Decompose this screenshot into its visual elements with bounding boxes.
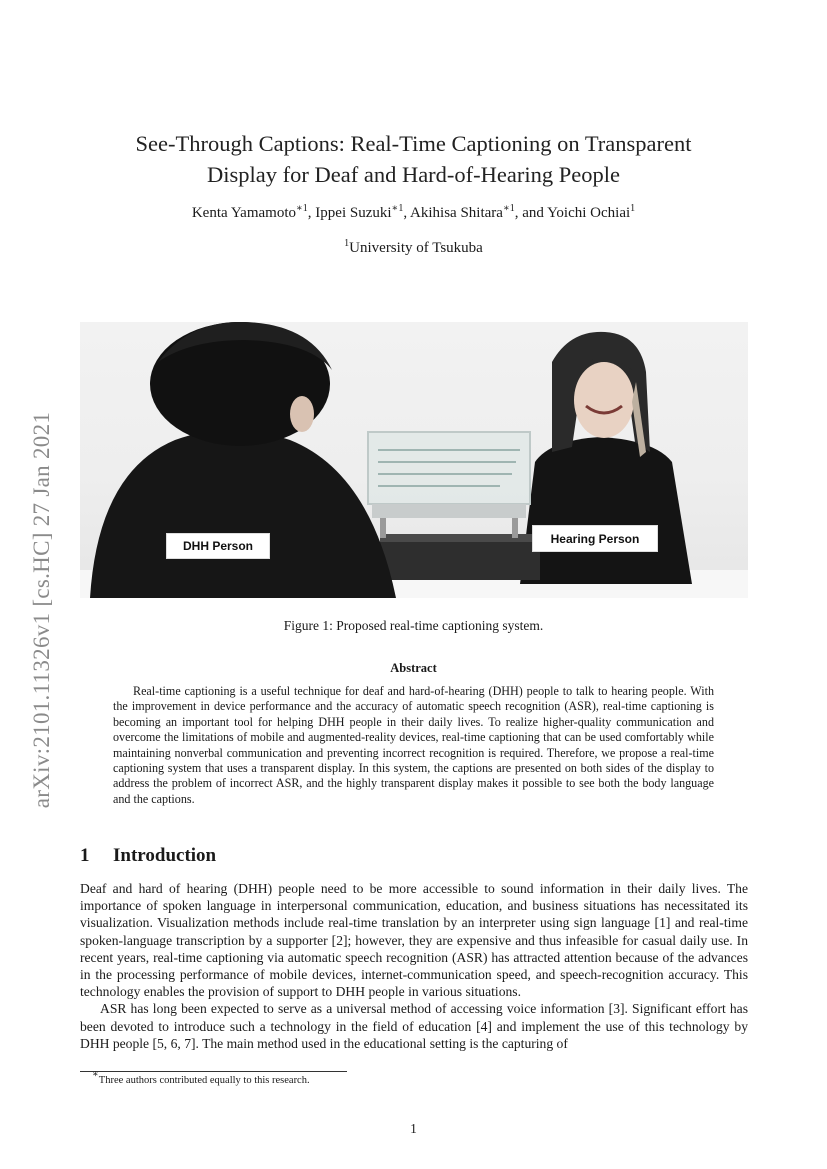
affiliation-marker: 1	[344, 238, 350, 249]
abstract-heading: Abstract	[390, 661, 437, 675]
footnote-text: Three authors contributed equally to this research.	[98, 1075, 310, 1086]
affiliation-name: University of Tsukuba	[349, 240, 483, 256]
footnote	[92, 1069, 310, 1086]
section-heading	[80, 845, 216, 867]
author-list	[80, 205, 747, 222]
display-leg-left	[380, 518, 386, 538]
footnote-rule	[80, 1071, 347, 1072]
title-line-1: See-Through Captions: Real-Time Captioning on Transparent	[135, 131, 692, 156]
author-name: Akihisa Shitara	[410, 205, 503, 221]
arxiv-identifier: arXiv:2101.11326v1 [cs.HC] 27 Jan 2021	[29, 411, 54, 809]
abstract-body: Real-time captioning is a useful technique for deaf and hard-of-hearing (DHH) people to talk to hearing people. With the improvement in device performance and the accuracy of automatic speech recognition (ASR), real-time captioning is becoming an important tool for helping DHH people in their daily lives. To realize higher-quality communication and overcome the limitations of mobile and augmented-reality devices, real-time captioning that can be used comfortably while maintaining nonverbal communication and preventing incorrect recognition is required. Therefore, we propose a real-time captioning system that uses a transparent display. In this system, the captions are presented on both sides of the display to address the problem of incorrect ASR, and the highly transparent display makes it possible to see both the body language and the captions.	[113, 684, 714, 806]
section-body	[80, 880, 748, 1052]
page-number: 1	[410, 1121, 417, 1136]
author-separator: ,	[403, 205, 411, 221]
hearing-person-body	[520, 437, 692, 584]
paragraph-2: ASR has long been expected to serve as a universal method of accessing voice information [3]. Significant effort has been devoted to introduce such a technology in the field of education [4] and implement the use of this technology by DHH people [5, 6, 7]. The main method used in the educational setting is the capturing of	[80, 1001, 748, 1051]
section-title: Introduction	[113, 845, 217, 866]
dhh-person-body	[90, 430, 396, 598]
dhh-person-label: DHH Person	[166, 533, 270, 559]
author-separator: , and	[514, 205, 548, 221]
display-base	[380, 540, 540, 580]
display-leg-right	[512, 518, 518, 538]
author-name: Yoichi Ochiai	[547, 205, 631, 221]
figure-caption: Figure 1: Proposed real-time captioning system.	[283, 618, 544, 633]
hearing-person-label: Hearing Person	[532, 525, 658, 552]
author-separator: ,	[307, 205, 316, 221]
hearing-person-face	[574, 362, 634, 438]
title-line-2: Display for Deaf and Hard-of-Hearing People	[207, 162, 620, 187]
author-marker: ∗1	[296, 203, 308, 214]
affiliation	[80, 240, 747, 257]
paragraph-1: Deaf and hard of hearing (DHH) people need to be more accessible to sound information in their daily lives. The importance of spoken language in interpersonal communication, education, and business situations has necessitated its visualization. Visualization methods include real-time translation by an interpreter using sign language [1] and real-time spoken-language transcription by a supporter [2]; however, they are expensive and thus infeasible for casual daily use. In recent years, real-time captioning via automatic speech recognition (ASR) has attracted attention because of the advances in the processing performance of mobile devices, internet-communication speed, and speech-recognition accuracy. This technology enables the provision of support to DHH people in various situations.	[80, 881, 748, 1000]
author-name: Ippei Suzuki	[315, 205, 392, 221]
display-bezel	[372, 504, 526, 518]
author-marker: 1	[630, 203, 636, 214]
transparent-display	[368, 432, 530, 504]
dhh-ear	[290, 396, 314, 432]
footnote-marker: ∗	[92, 1069, 99, 1080]
figure-photo	[80, 322, 748, 598]
section-number: 1	[80, 845, 90, 866]
author-marker: ∗1	[391, 203, 404, 214]
author-marker: ∗1	[502, 203, 515, 214]
author-name: Kenta Yamamoto	[191, 205, 296, 221]
paper-title	[80, 128, 747, 190]
